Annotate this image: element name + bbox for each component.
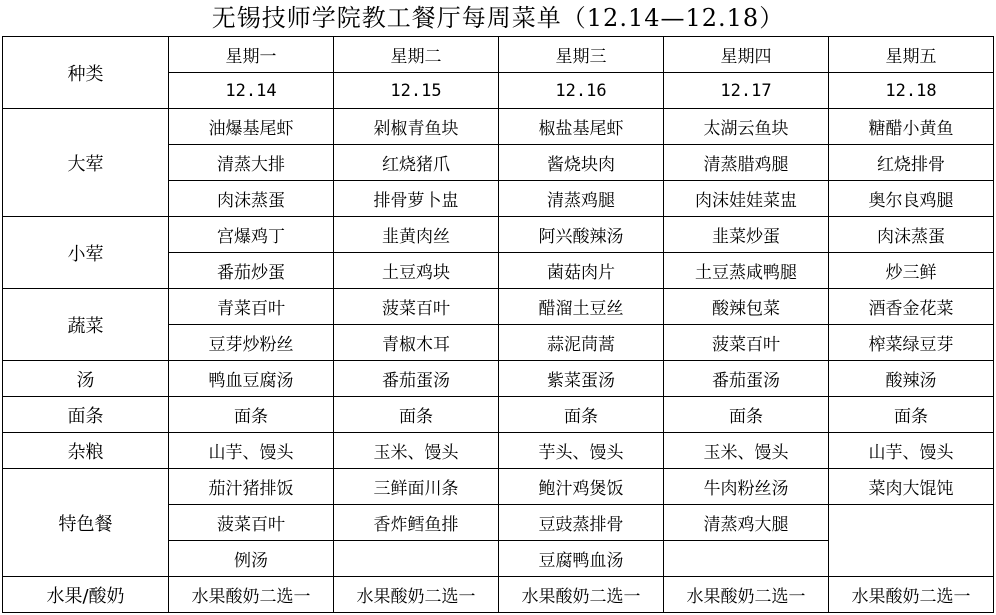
- menu-item: 肉沫蒸蛋: [829, 217, 994, 253]
- xiaohun-row: [3, 217, 994, 253]
- dahun-row: [3, 109, 994, 145]
- menu-item: 牛肉粉丝汤: [664, 469, 829, 505]
- day-tuesday: 星期二: [334, 37, 499, 73]
- menu-item: 蒜泥茼蒿: [499, 325, 664, 361]
- menu-item: 宫爆鸡丁: [169, 217, 334, 253]
- menu-item: 面条: [334, 397, 499, 433]
- day-wednesday: 星期三: [499, 37, 664, 73]
- menu-item: 面条: [499, 397, 664, 433]
- menu-item: 酱烧块肉: [499, 145, 664, 181]
- category-shuiguo: 水果/酸奶: [3, 577, 169, 613]
- menu-item: 菜肉大馄饨: [829, 469, 994, 505]
- menu-item: 山芋、馒头: [169, 433, 334, 469]
- menu-item: 菌菇肉片: [499, 253, 664, 289]
- tesecan-row: [3, 469, 994, 505]
- menu-item: 醋溜土豆丝: [499, 289, 664, 325]
- menu-item: 清蒸鸡腿: [499, 181, 664, 217]
- shucai-row: [3, 289, 994, 325]
- menu-item: 水果酸奶二选一: [664, 577, 829, 613]
- category-zaliang: 杂粮: [3, 433, 169, 469]
- menu-item: 韭菜炒蛋: [664, 217, 829, 253]
- menu-item: 茄汁猪排饭: [169, 469, 334, 505]
- category-header: 种类: [3, 37, 169, 109]
- menu-item: 糖醋小黄鱼: [829, 109, 994, 145]
- menu-item: 水果酸奶二选一: [499, 577, 664, 613]
- menu-item: 清蒸大排: [169, 145, 334, 181]
- shuiguo-row: [3, 577, 994, 613]
- menu-item: 酒香金花菜: [829, 289, 994, 325]
- menu-item: 肉沫蒸蛋: [169, 181, 334, 217]
- menu-item: 酸辣包菜: [664, 289, 829, 325]
- menu-item: 例汤: [169, 541, 334, 577]
- menu-item: 水果酸奶二选一: [829, 577, 994, 613]
- menu-item: 红烧排骨: [829, 145, 994, 181]
- menu-item: 榨菜绿豆芽: [829, 325, 994, 361]
- menu-item: [334, 541, 499, 577]
- menu-item: 菠菜百叶: [169, 505, 334, 541]
- menu-item: 香炸鳕鱼排: [334, 505, 499, 541]
- menu-item: 土豆鸡块: [334, 253, 499, 289]
- zaliang-row: [3, 433, 994, 469]
- menu-item: 鸭血豆腐汤: [169, 361, 334, 397]
- menu-item: 豆芽炒粉丝: [169, 325, 334, 361]
- tang-row: [3, 361, 994, 397]
- menu-item: 番茄炒蛋: [169, 253, 334, 289]
- category-xiaohun: 小荤: [3, 217, 169, 289]
- menu-item: 山芋、馒头: [829, 433, 994, 469]
- menu-item: 酸辣汤: [829, 361, 994, 397]
- category-tang: 汤: [3, 361, 169, 397]
- menu-item: 番茄蛋汤: [664, 361, 829, 397]
- menu-item: 椒盐基尾虾: [499, 109, 664, 145]
- menu-item: 番茄蛋汤: [334, 361, 499, 397]
- menu-item: 奥尔良鸡腿: [829, 181, 994, 217]
- menu-item: 豆豉蒸排骨: [499, 505, 664, 541]
- menu-item: 清蒸腊鸡腿: [664, 145, 829, 181]
- menu-item: 水果酸奶二选一: [169, 577, 334, 613]
- menu-item: 青椒木耳: [334, 325, 499, 361]
- day-header-row: [3, 37, 994, 73]
- menu-item: 菠菜百叶: [334, 289, 499, 325]
- menu-item: 鲍汁鸡煲饭: [499, 469, 664, 505]
- day-monday: 星期一: [169, 37, 334, 73]
- date-monday: 12.14: [169, 73, 334, 109]
- menu-item: [829, 505, 994, 541]
- menu-item: 清蒸鸡大腿: [664, 505, 829, 541]
- menu-item: [664, 541, 829, 577]
- menu-item: 肉沫娃娃菜盅: [664, 181, 829, 217]
- date-wednesday: 12.16: [499, 73, 664, 109]
- menu-item: 炒三鲜: [829, 253, 994, 289]
- category-tesecan: 特色餐: [3, 469, 169, 577]
- menu-item: 豆腐鸭血汤: [499, 541, 664, 577]
- date-thursday: 12.17: [664, 73, 829, 109]
- menu-item: 油爆基尾虾: [169, 109, 334, 145]
- weekly-menu-table: [2, 36, 994, 613]
- menu-title: 无锡技师学院教工餐厅每周菜单（12.14—12.18）: [211, 4, 785, 32]
- category-miantiao: 面条: [3, 397, 169, 433]
- menu-item: 菠菜百叶: [664, 325, 829, 361]
- menu-item: 排骨萝卜盅: [334, 181, 499, 217]
- menu-item: 玉米、馒头: [334, 433, 499, 469]
- day-thursday: 星期四: [664, 37, 829, 73]
- menu-item: 玉米、馒头: [664, 433, 829, 469]
- menu-item: [829, 541, 994, 577]
- category-shucai: 蔬菜: [3, 289, 169, 361]
- menu-item: 土豆蒸咸鸭腿: [664, 253, 829, 289]
- date-tuesday: 12.15: [334, 73, 499, 109]
- miantiao-row: [3, 397, 994, 433]
- menu-item: 紫菜蛋汤: [499, 361, 664, 397]
- menu-item: 三鲜面川条: [334, 469, 499, 505]
- menu-item: 韭黄肉丝: [334, 217, 499, 253]
- menu-item: 面条: [664, 397, 829, 433]
- menu-item: 水果酸奶二选一: [334, 577, 499, 613]
- menu-item: 红烧猪爪: [334, 145, 499, 181]
- menu-item: 面条: [829, 397, 994, 433]
- menu-item: 剁椒青鱼块: [334, 109, 499, 145]
- menu-item: 面条: [169, 397, 334, 433]
- menu-item: 阿兴酸辣汤: [499, 217, 664, 253]
- day-friday: 星期五: [829, 37, 994, 73]
- menu-item: 太湖云鱼块: [664, 109, 829, 145]
- menu-item: 青菜百叶: [169, 289, 334, 325]
- date-friday: 12.18: [829, 73, 994, 109]
- menu-item: 芋头、馒头: [499, 433, 664, 469]
- category-dahun: 大荤: [3, 109, 169, 217]
